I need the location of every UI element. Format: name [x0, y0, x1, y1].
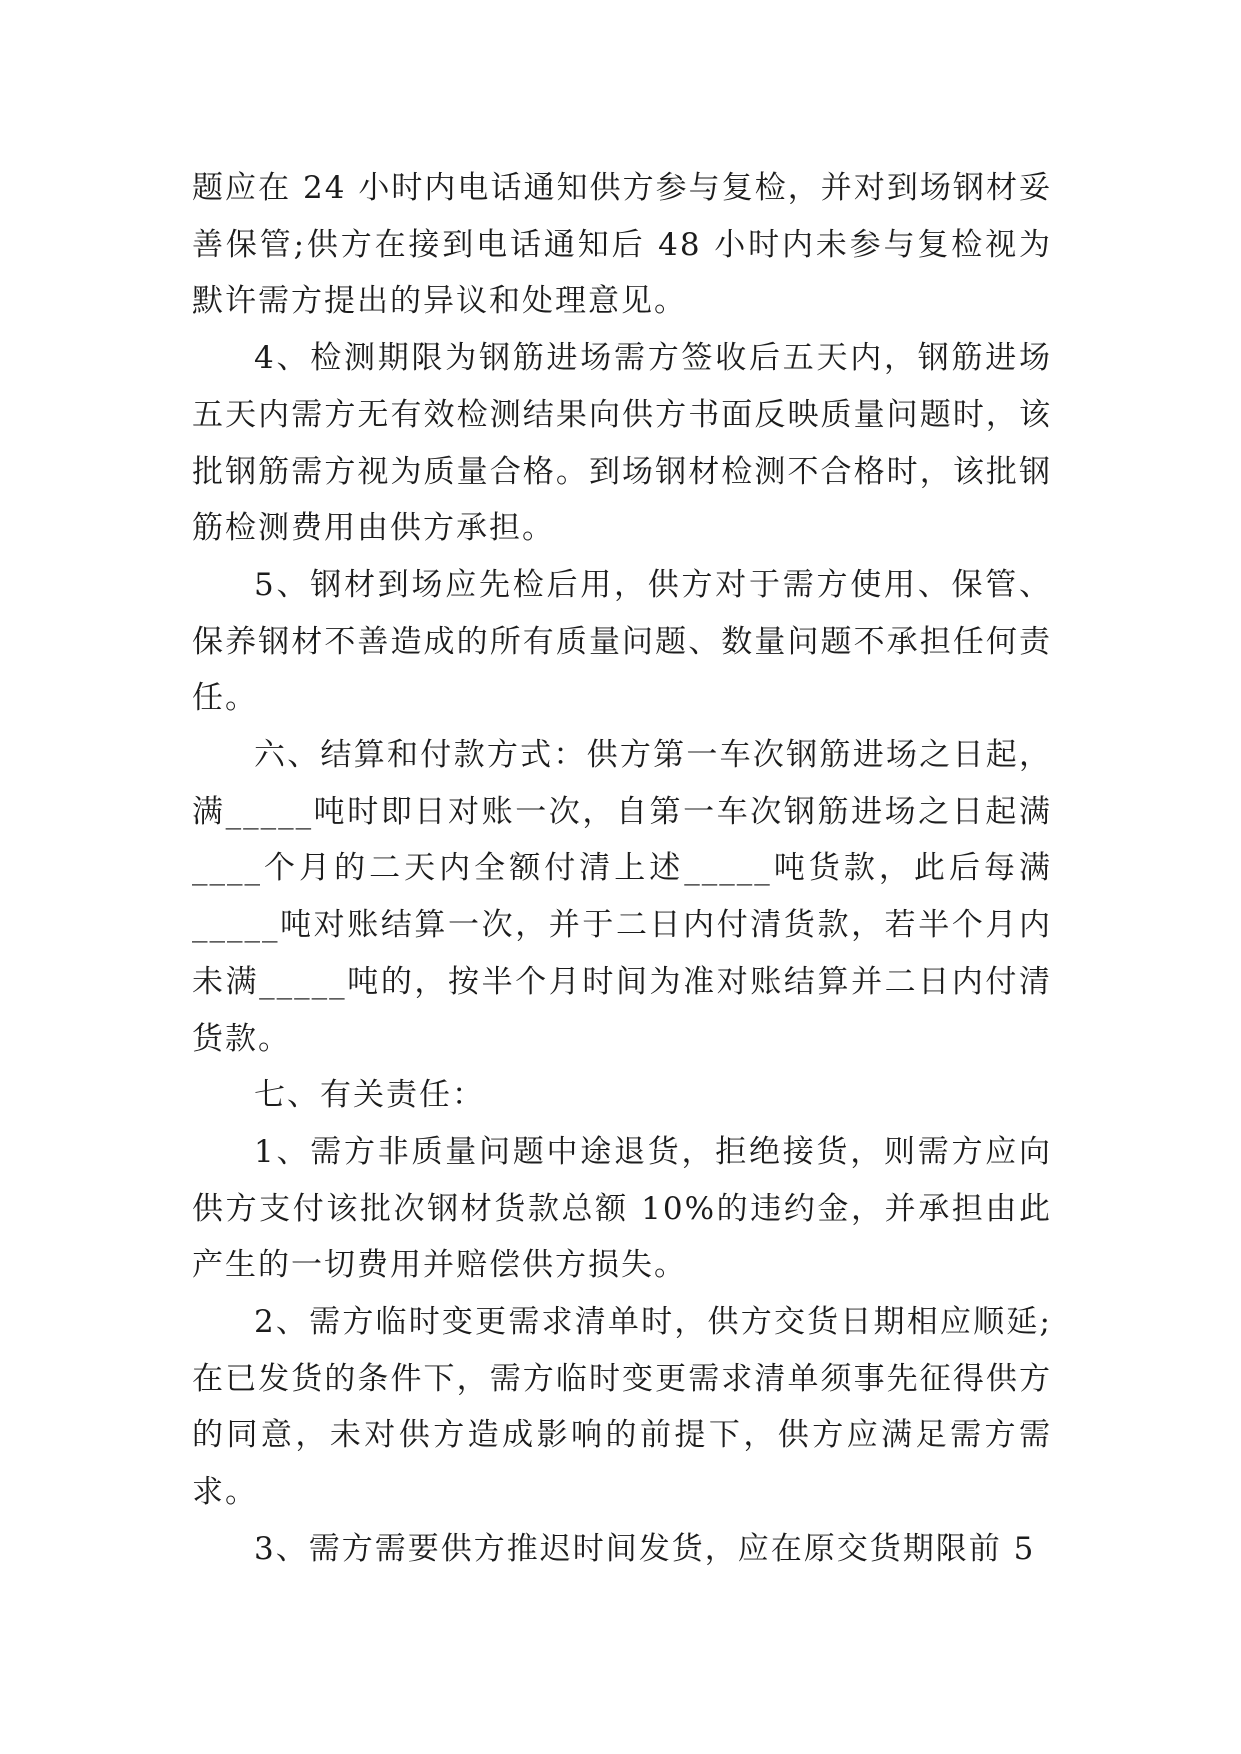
- paragraph-clause-5-inspect-before-use: 5、钢材到场应先检后用，供方对于需方使用、保管、保养钢材不善造成的所有质量问题、数量问题不承担任何责任。: [192, 566, 1052, 717]
- paragraph-clause-2-change-request: 2、需方临时变更需求清单时，供方交货日期相应顺延;在已发货的条件下，需方临时变更需求清单须事先征得供方的同意，未对供方造成影响的前提下，供方应满足需方需求。: [192, 1304, 1052, 1511]
- section-7-heading: 七、有关责任：: [254, 1077, 485, 1114]
- document-body: [192, 160, 1052, 1578]
- paragraph-clause-4-inspection-period: 4、检测期限为钢筋进场需方签收后五天内，钢筋进场五天内需方无有效检测结果向供方书面反映质量问题时，该批钢筋需方视为质量合格。到场钢材检测不合格时，该批钢筋检测费用由供方承担。: [192, 340, 1052, 547]
- paragraph-section-6-settlement: 六、结算和付款方式：供方第一车次钢筋进场之日起，满_____吨时即日对账一次，自第一车次钢筋进场之日起满____个月的二天内全额付清上述_____吨货款，此后每满_____吨对账结算一次，并于二日内付清货款，若半个月内未满_____吨的，按半个月时间为准对账结算并二日内付清货款。: [192, 737, 1052, 1057]
- paragraph-clause-3-delay-delivery: 3、需方需要供方推迟时间发货，应在原交货期限前 5: [254, 1530, 1036, 1567]
- paragraph-quality-recheck: 题应在 24 小时内电话通知供方参与复检，并对到场钢材妥善保管;供方在接到电话通知后 48 小时内未参与复检视为默许需方提出的异议和处理意见。: [192, 170, 1052, 320]
- paragraph-clause-1-return-penalty: 1、需方非质量问题中途退货，拒绝接货，则需方应向供方支付该批次钢材货款总额 10%的违约金，并承担由此产生的一切费用并赔偿供方损失。: [192, 1133, 1052, 1284]
